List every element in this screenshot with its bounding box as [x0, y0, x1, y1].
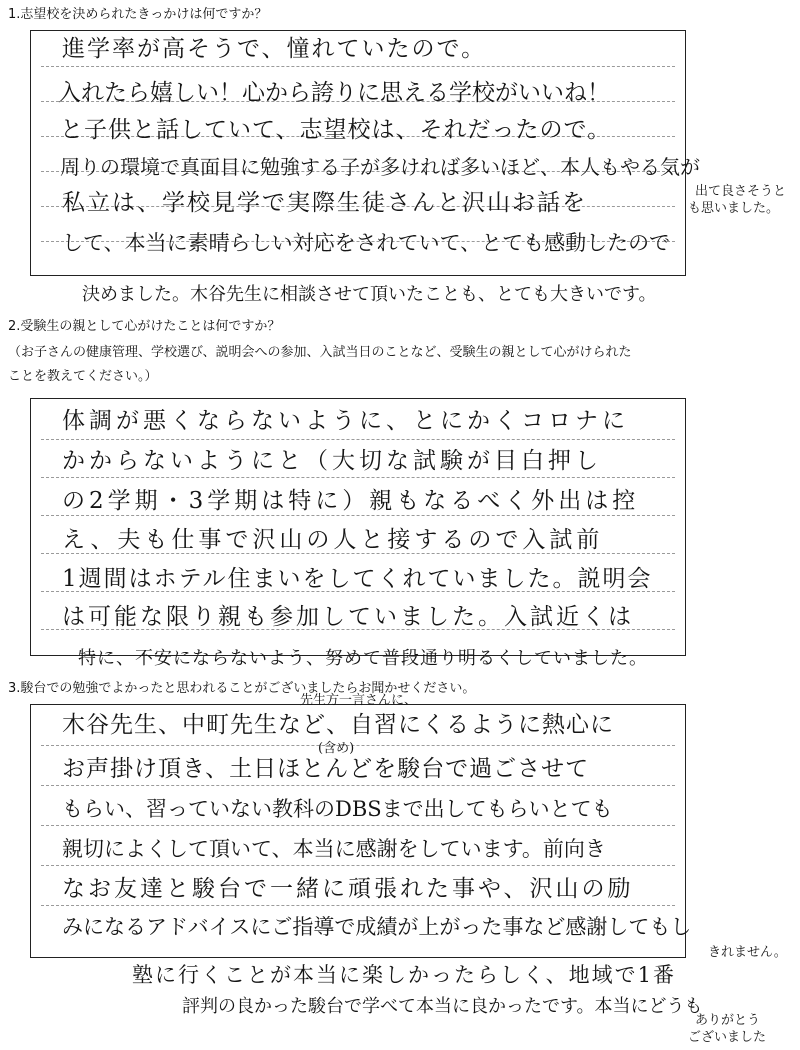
trailing-note: きれません。: [708, 945, 787, 960]
closing-note: ありがとう: [695, 1013, 761, 1028]
handwritten-line-overflow: 決めました。木谷先生に相談させて頂いたことも、とても大きいです。: [82, 284, 657, 305]
ruled-line: [41, 515, 675, 516]
margin-note: も思いました。: [688, 201, 780, 216]
handwritten-line-overflow: 評判の良かった駿台で学べて本当に良かったです。本当にどうも: [182, 996, 703, 1017]
handwritten-line: 進学率が高そうで、憧れていたので。: [62, 36, 487, 62]
ruled-line: [41, 905, 675, 906]
handwritten-line: もらい、習っていない教科のDBSまで出してもらいとても: [62, 797, 613, 821]
handwritten-line: かからないようにと（大切な試験が目白押し: [62, 448, 602, 474]
handwritten-line: 周りの環境で真面目に勉強する子が多ければ多いほど、本人もやる気が: [60, 155, 700, 179]
ruled-line: [41, 477, 675, 478]
ruled-line: [41, 865, 675, 866]
insert-note: (含め): [318, 741, 355, 756]
handwritten-line-overflow: 塾に行くことが本当に楽しかったらしく、地域で1番: [132, 963, 676, 987]
question-3-label: 3.駿台での勉強でよかったと思われることがございましたらお聞かせください。: [8, 681, 476, 696]
handwritten-line: なお友達と駿台で一緒に頑張れた事や、沢山の励: [62, 876, 634, 902]
question-2-label: 2.受験生の親として心がけたことは何ですか？: [8, 319, 281, 334]
insert-note: 先生方一言さんに、: [300, 693, 418, 708]
handwritten-line: 私立は、学校見学で実際生徒さんと沢山お話を: [62, 190, 587, 216]
handwritten-line: え、夫も仕事で沢山の人と接するので入試前: [62, 527, 604, 553]
handwritten-line: みになるアドバイスにご指導で成績が上がった事など感謝してもし: [62, 915, 692, 939]
handwritten-line: 木谷先生、中町先生など、自習にくるように熱心に: [62, 712, 614, 738]
ruled-line: [41, 785, 675, 786]
handwritten-line: 1週間はホテル住まいをしてくれていました。説明会: [62, 566, 653, 592]
ruled-line: [41, 553, 675, 554]
ruled-line: [41, 825, 675, 826]
question-1-label: 1.志望校を決められたきっかけは何ですか？: [8, 7, 268, 22]
question-2-instruction: ことを教えてください。）: [8, 369, 158, 384]
handwritten-line: 体調が悪くならないように、とにかくコロナに: [62, 408, 629, 434]
handwritten-line: お声掛け頂き、土日ほとんどを駿台で過ごさせて: [62, 756, 590, 782]
handwritten-line: 親切によくして頂いて、本当に感謝をしています。前向き: [62, 837, 606, 861]
handwritten-line-overflow: 特に、不安にならないよう、努めて普段通り明るくしていました。: [78, 648, 648, 669]
handwritten-line: 入れたら嬉しい！心から誇りに思える学校がいいね！: [58, 80, 610, 106]
margin-note: 出て良さそうと: [695, 184, 787, 199]
question-2-instruction: （お子さんの健康管理、学校選び、説明会への参加、入試当日のことなど、受験生の親として心がけられた: [8, 345, 632, 360]
handwritten-line: して、本当に素晴らしい対応をされていて、とても感動したので: [62, 231, 671, 255]
ruled-line: [41, 66, 675, 67]
handwritten-line: の2学期・3学期は特に）親もなるべく外出は控: [62, 488, 640, 514]
handwritten-line: は可能な限り親も参加していました。入試近くは: [62, 604, 634, 630]
handwritten-line: と子供と話していて、志望校は、それだったので。: [60, 117, 612, 143]
ruled-line: [41, 439, 675, 440]
closing-note: ございました: [688, 1030, 767, 1045]
ruled-line: [41, 745, 675, 746]
